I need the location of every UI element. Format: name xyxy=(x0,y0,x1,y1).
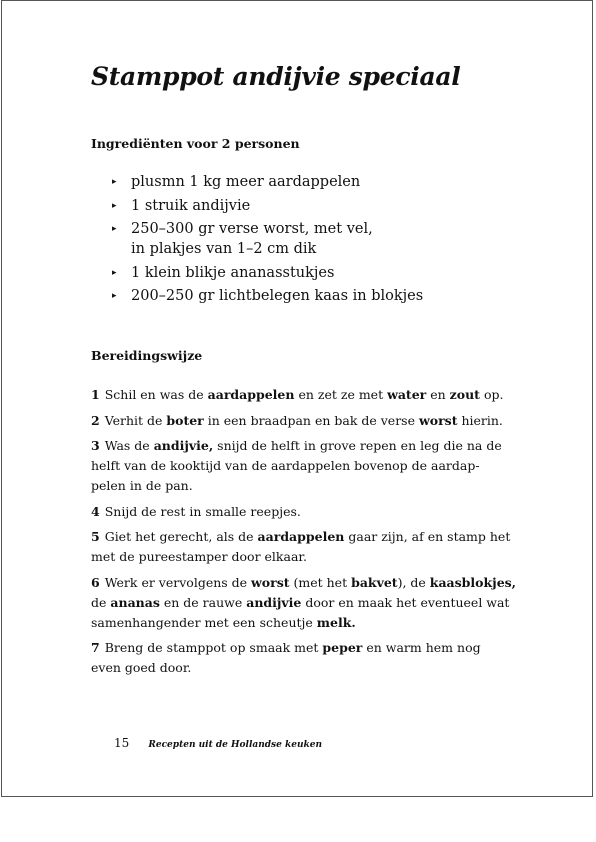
ingredient-text: 250–300 gr verse worst, met vel, xyxy=(131,221,373,237)
step-number: 3 xyxy=(91,438,100,453)
recipe-title: Stamppot andijvie speciaal xyxy=(91,62,461,91)
step-keyword: aardappelen xyxy=(207,387,295,402)
ingredient-text: 200–250 gr lichtbelegen kaas in blokjes xyxy=(131,288,424,304)
ingredient-text: plusmn 1 kg meer aardappelen xyxy=(131,174,361,190)
ingredient-text: 1 struik andijvie xyxy=(131,197,251,214)
method-steps xyxy=(91,385,531,684)
step-keyword: andijvie, xyxy=(153,438,214,453)
step-line xyxy=(91,527,531,547)
method-step xyxy=(91,385,531,405)
bullet-icon: ▸ xyxy=(112,224,117,234)
step-number: 6 xyxy=(91,574,100,590)
step-text: Schil en was de xyxy=(104,387,208,402)
bullet-icon: ▸ xyxy=(112,177,117,187)
page-footer xyxy=(114,732,322,751)
ingredient-text: 1 klein blikje ananasstukjes xyxy=(131,264,335,281)
step-number: 2 xyxy=(91,412,100,428)
step-keyword: peper xyxy=(322,640,363,655)
step-text: in een braadpan en bak de verse xyxy=(203,412,419,428)
step-keyword: aardappelen xyxy=(257,529,345,544)
step-text: en de rauwe xyxy=(159,594,247,610)
step-number: 4 xyxy=(91,503,100,519)
step-text: Snijd de rest in smalle reepjes. xyxy=(104,503,301,519)
step-line xyxy=(91,411,531,431)
step-keyword: andijvie xyxy=(246,594,302,610)
step-line xyxy=(91,476,531,496)
step-text: Verhit de xyxy=(104,412,167,428)
step-number: 5 xyxy=(91,529,100,544)
step-line xyxy=(91,456,531,476)
step-line xyxy=(91,658,531,678)
bullet-icon: ▸ xyxy=(112,267,117,278)
ingredients-list xyxy=(112,172,423,310)
step-line xyxy=(91,573,531,593)
step-text: met de pureestamper door elkaar. xyxy=(91,549,307,564)
step-line xyxy=(91,547,531,567)
page-number: 15 xyxy=(114,736,130,750)
step-number: 7 xyxy=(91,640,100,655)
step-text: Giet het gerecht, als de xyxy=(104,529,258,544)
method-step xyxy=(91,436,531,496)
step-text: de xyxy=(91,594,111,610)
step-text: hierin. xyxy=(457,412,503,428)
step-text: op. xyxy=(479,387,504,402)
ingredient-item xyxy=(112,286,423,306)
step-text: samenhangender met een scheutje xyxy=(91,614,317,630)
bullet-icon: ▸ xyxy=(112,291,117,301)
step-keyword: zout xyxy=(449,387,480,402)
step-text: helft van de kooktijd van de aardappelen bovenop de aardap- xyxy=(91,458,480,473)
method-step xyxy=(91,411,531,431)
step-text: Breng de stamppot op smaak met xyxy=(104,640,323,655)
step-text: Werk er vervolgens de xyxy=(104,574,252,590)
ingredient-item xyxy=(112,196,423,216)
method-step xyxy=(91,638,531,678)
method-step xyxy=(91,527,531,567)
step-text: (met het xyxy=(289,574,352,590)
step-line xyxy=(91,638,531,658)
ingredient-item xyxy=(112,219,423,259)
step-keyword: worst xyxy=(418,412,458,428)
method-step xyxy=(91,573,531,633)
step-line xyxy=(91,613,531,633)
step-text: even goed door. xyxy=(91,660,192,675)
step-text: Was de xyxy=(104,438,154,453)
step-keyword: melk. xyxy=(316,614,356,630)
step-keyword: bakvet xyxy=(351,574,398,590)
step-line xyxy=(91,593,531,613)
ingredient-text: in plakjes van 1–2 cm dik xyxy=(131,241,317,257)
step-keyword: worst xyxy=(251,574,290,590)
step-line xyxy=(91,436,531,456)
step-keyword: boter xyxy=(166,412,204,428)
ingredient-item xyxy=(112,263,423,283)
bullet-icon: ▸ xyxy=(112,200,117,211)
step-text: en xyxy=(426,387,450,402)
method-heading: Bereidingswijze xyxy=(91,348,203,363)
step-text: en zet ze met xyxy=(294,387,388,402)
method-step xyxy=(91,502,531,522)
step-text: pelen in de pan. xyxy=(91,478,193,493)
step-text: door en maak het eventueel wat xyxy=(301,594,510,610)
ingredient-item xyxy=(112,172,423,192)
step-text: en warm hem nog xyxy=(362,640,481,655)
step-line xyxy=(91,385,531,405)
step-text: gaar zijn, af en stamp het xyxy=(344,529,511,544)
step-keyword: ananas xyxy=(110,594,160,610)
step-number: 1 xyxy=(91,387,100,402)
step-keyword: kaasblokjes, xyxy=(429,574,517,590)
step-keyword: water xyxy=(387,387,427,402)
step-text: ), de xyxy=(397,574,430,590)
ingredients-heading: Ingrediënten voor 2 personen xyxy=(91,136,300,151)
step-text: snijd de helft in grove repen en leg die na de xyxy=(213,438,502,453)
step-line xyxy=(91,502,531,522)
running-title: Recepten uit de Hollandse keuken xyxy=(148,740,322,750)
